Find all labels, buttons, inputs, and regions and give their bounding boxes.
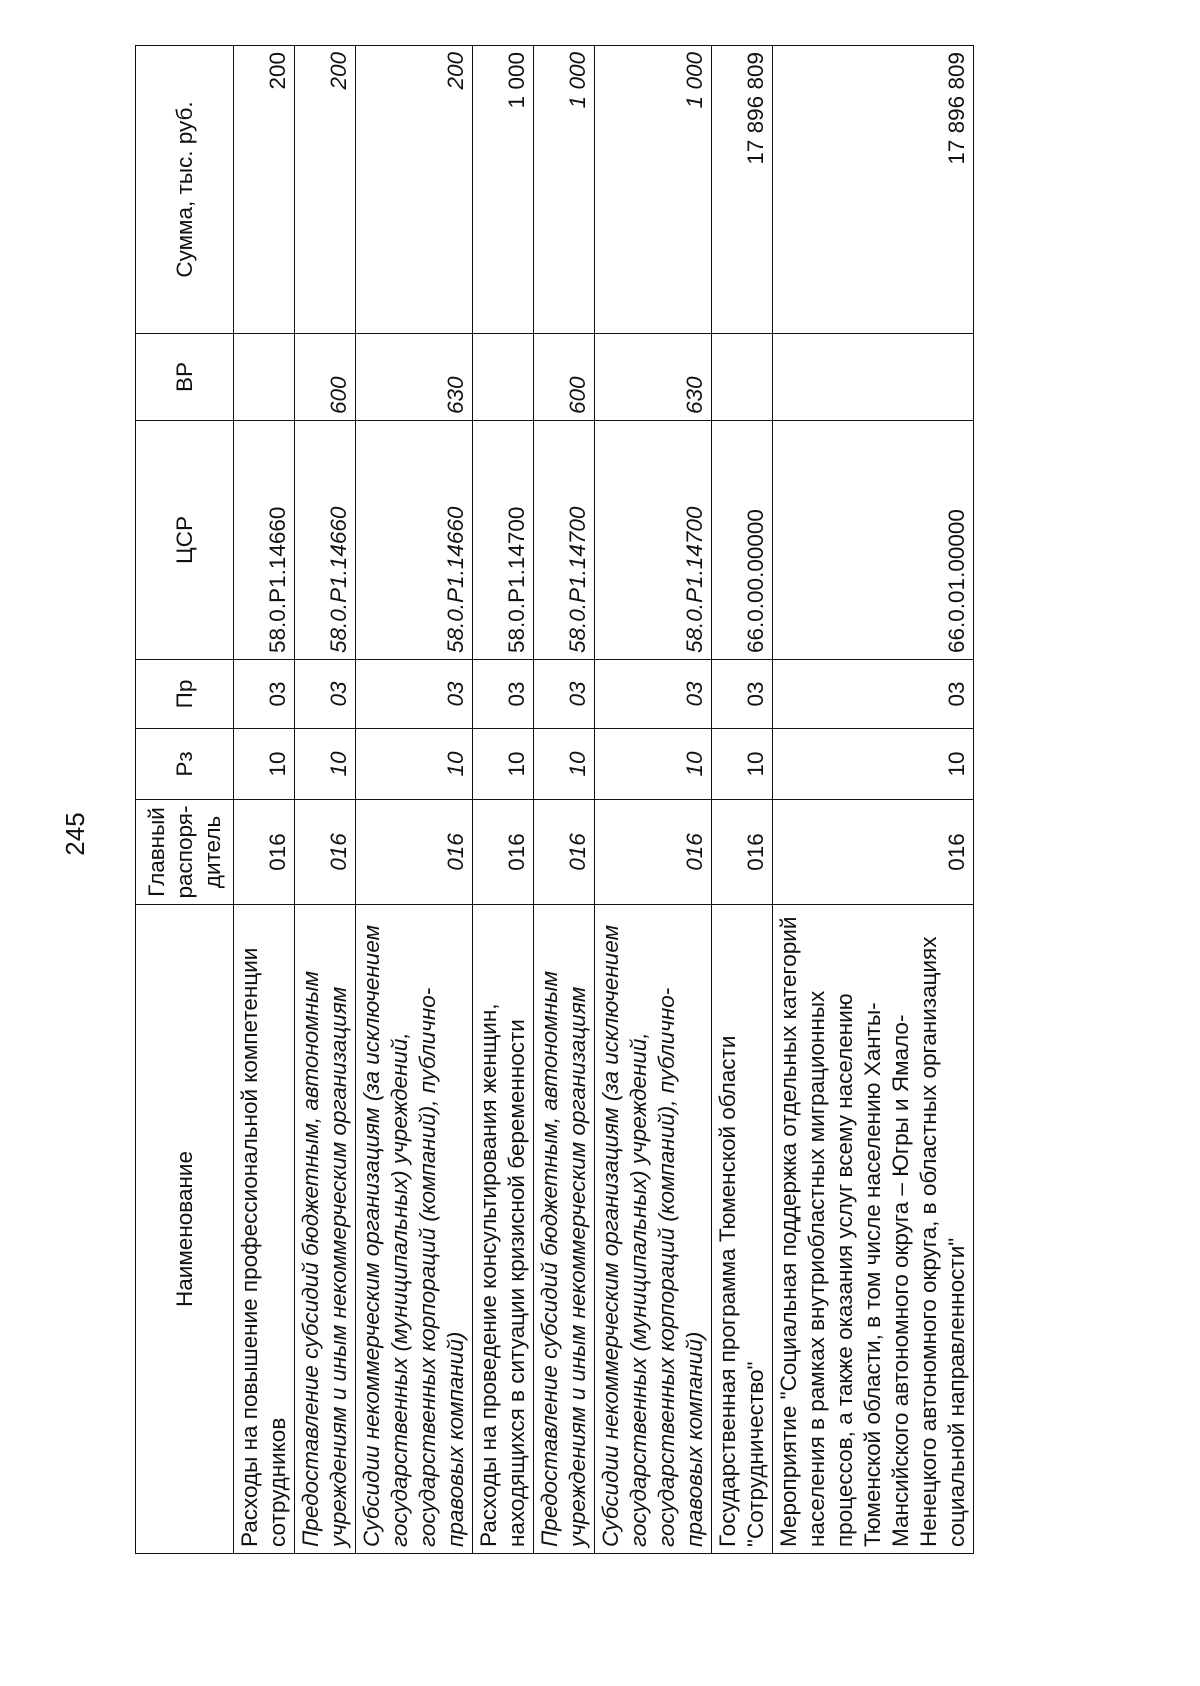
row-section-cell: 10	[712, 729, 773, 800]
table-row	[356, 46, 473, 1554]
row-target-article-cell: 58.0.P1.14660	[234, 421, 295, 660]
row-name-cell: Субсидии некоммерческим организациям (за исключением государственных (муниципальных) учреждений, государственных корпораций (компаний), публично-правовых компаний)	[595, 905, 712, 1554]
row-main-manager-cell: 016	[595, 800, 712, 905]
row-target-article-cell: 66.0.01.00000	[773, 421, 974, 660]
row-target-article-cell: 58.0.P1.14700	[595, 421, 712, 660]
row-subsection-cell: 03	[773, 660, 974, 729]
row-expense-type-cell: 630	[595, 334, 712, 421]
row-amount-cell: 17 896 809	[773, 46, 974, 334]
row-expense-type-cell: 630	[356, 334, 473, 421]
table-header-row	[136, 46, 234, 1554]
row-name-cell: Расходы на проведение консультирования женщин, находящихся в ситуации кризисной беременности	[473, 905, 534, 1554]
row-main-manager-cell: 016	[234, 800, 295, 905]
table-row	[234, 46, 295, 1554]
row-amount-cell: 200	[356, 46, 473, 334]
row-target-article-cell: 58.0.P1.14700	[473, 421, 534, 660]
row-main-manager-cell: 016	[473, 800, 534, 905]
row-amount-cell: 200	[234, 46, 295, 334]
row-section-cell: 10	[356, 729, 473, 800]
table-row	[595, 46, 712, 1554]
row-main-manager-cell: 016	[773, 800, 974, 905]
table-row	[773, 46, 974, 1554]
row-section-cell: 10	[773, 729, 974, 800]
row-main-manager-cell: 016	[295, 800, 356, 905]
table-body	[234, 46, 974, 1554]
header-subsection: Пр	[136, 660, 234, 729]
header-expense-type: ВР	[136, 334, 234, 421]
table-row	[712, 46, 773, 1554]
row-amount-cell: 200	[295, 46, 356, 334]
row-name-cell: Предоставление субсидий бюджетным, автономным учреждениям и иным некоммерческим организациям	[534, 905, 595, 1554]
row-expense-type-cell	[473, 334, 534, 421]
row-main-manager-cell: 016	[356, 800, 473, 905]
row-name-cell: Субсидии некоммерческим организациям (за исключением государственных (муниципальных) учреждений, государственных корпораций (компаний), публично-правовых компаний)	[356, 905, 473, 1554]
row-amount-cell: 1 000	[473, 46, 534, 334]
row-subsection-cell: 03	[356, 660, 473, 729]
table-row	[534, 46, 595, 1554]
header-main-manager: Главный распоря-дитель	[136, 800, 234, 905]
row-subsection-cell: 03	[534, 660, 595, 729]
row-amount-cell: 17 896 809	[712, 46, 773, 334]
table-row	[295, 46, 356, 1554]
row-subsection-cell: 03	[712, 660, 773, 729]
row-name-cell: Мероприятие "Социальная поддержка отдельных категорий населения в рамках внутриобластных миграционных процессов, а также оказания услуг всему населению Тюменской области, в том числе населению Ханты-Мансийского автономного округа – Югры и Ямало-Ненецкого автономного округа, в областных организациях социальной направленности"	[773, 905, 974, 1554]
row-target-article-cell: 58.0.P1.14700	[534, 421, 595, 660]
row-target-article-cell: 58.0.P1.14660	[356, 421, 473, 660]
row-expense-type-cell: 600	[534, 334, 595, 421]
row-name-cell: Предоставление субсидий бюджетным, автономным учреждениям и иным некоммерческим организациям	[295, 905, 356, 1554]
row-main-manager-cell: 016	[712, 800, 773, 905]
row-name-cell: Государственная программа Тюменской области "Сотрудничество"	[712, 905, 773, 1554]
row-expense-type-cell	[773, 334, 974, 421]
row-subsection-cell: 03	[295, 660, 356, 729]
row-section-cell: 10	[295, 729, 356, 800]
row-subsection-cell: 03	[234, 660, 295, 729]
row-name-cell: Расходы на повышение профессиональной компетенции сотрудников	[234, 905, 295, 1554]
row-amount-cell: 1 000	[534, 46, 595, 334]
header-target-article: ЦСР	[136, 421, 234, 660]
row-expense-type-cell	[712, 334, 773, 421]
row-amount-cell: 1 000	[595, 46, 712, 334]
row-section-cell: 10	[534, 729, 595, 800]
row-expense-type-cell	[234, 334, 295, 421]
row-subsection-cell: 03	[473, 660, 534, 729]
row-section-cell: 10	[473, 729, 534, 800]
row-target-article-cell: 66.0.00.00000	[712, 421, 773, 660]
row-target-article-cell: 58.0.P1.14660	[295, 421, 356, 660]
row-main-manager-cell: 016	[534, 800, 595, 905]
row-section-cell: 10	[595, 729, 712, 800]
page-number: 245	[60, 812, 90, 856]
table-row	[473, 46, 534, 1554]
header-section: Рз	[136, 729, 234, 800]
header-name: Наименование	[136, 905, 234, 1554]
row-expense-type-cell: 600	[295, 334, 356, 421]
row-subsection-cell: 03	[595, 660, 712, 729]
budget-table	[135, 45, 974, 1554]
row-section-cell: 10	[234, 729, 295, 800]
header-amount: Сумма, тыс. руб.	[136, 46, 234, 334]
